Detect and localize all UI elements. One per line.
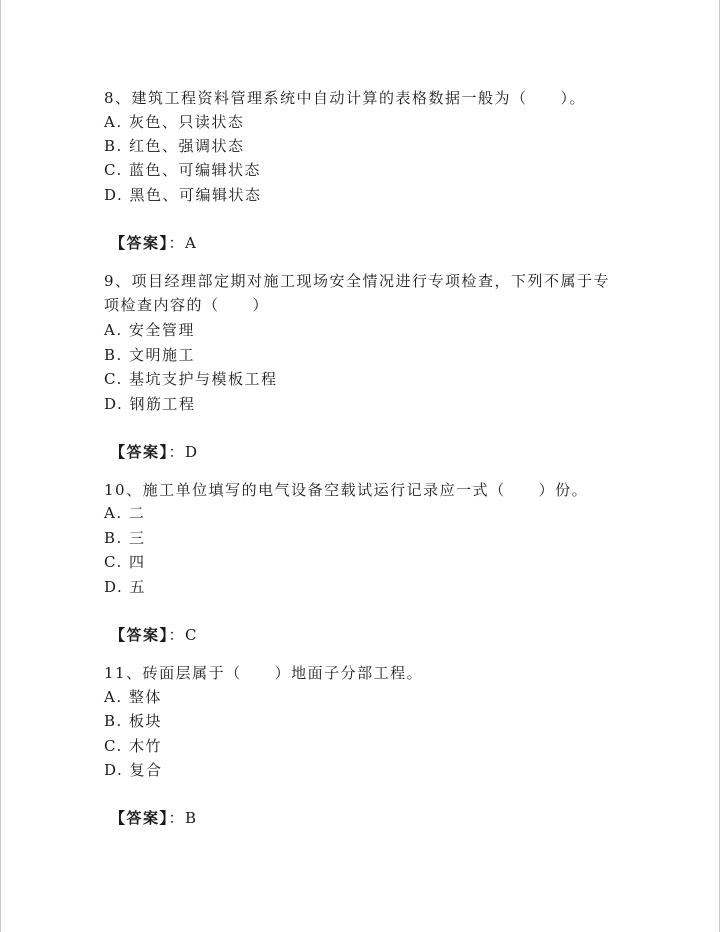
question-11-option-a: A. 整体	[104, 688, 162, 706]
question-10-answer	[110, 625, 198, 645]
question-11-option-d: D. 复合	[104, 761, 163, 779]
answer-label: 【答案】	[110, 234, 169, 252]
question-8-option-d: D. 黑色、可编辑状态	[104, 186, 262, 204]
question-9-option-a: A. 安全管理	[104, 321, 195, 339]
answer-value: ：A	[168, 234, 198, 252]
question-8-option-b: B. 红色、强调状态	[104, 137, 245, 155]
question-9-stem-line-2: 项检查内容的（ ）	[104, 296, 270, 314]
question-10-option-c: C. 四	[104, 553, 146, 571]
question-8-option-c: C. 蓝色、可编辑状态	[104, 161, 261, 179]
question-11-answer	[110, 808, 198, 828]
question-11-option-c: C. 木竹	[104, 737, 162, 755]
page-edge-left	[0, 0, 1, 932]
question-8-stem: 8、建筑工程资料管理系统中自动计算的表格数据一般为（ ）。	[104, 89, 587, 107]
question-8-answer	[110, 233, 197, 253]
question-10-option-b: B. 三	[104, 529, 146, 547]
answer-label: 【答案】	[110, 809, 169, 827]
question-11-option-b: B. 板块	[104, 712, 163, 730]
answer-label: 【答案】	[110, 626, 169, 644]
answer-value: ：B	[168, 809, 198, 827]
question-9-stem-line-1: 9、项目经理部定期对施工现场安全情况进行专项检查，下列不属于专	[104, 272, 611, 290]
question-10-option-d: D. 五	[104, 578, 147, 596]
question-8-option-a: A. 灰色、只读状态	[104, 113, 245, 131]
answer-label: 【答案】	[110, 443, 169, 461]
answer-value: ：D	[168, 443, 199, 461]
answer-value: ：C	[168, 626, 198, 644]
question-10-stem: 10、施工单位填写的电气设备空载试运行记录应一式（ ）份。	[104, 481, 589, 499]
question-10-option-a: A. 二	[104, 504, 146, 522]
question-11-stem: 11、砖面层属于（ ）地面子分部工程。	[104, 664, 424, 682]
question-9-option-b: B. 文明施工	[104, 346, 196, 364]
question-9-answer	[110, 442, 199, 462]
question-9-option-d: D. 钢筋工程	[104, 395, 196, 413]
question-9-option-c: C. 基坑支护与模板工程	[104, 370, 278, 388]
